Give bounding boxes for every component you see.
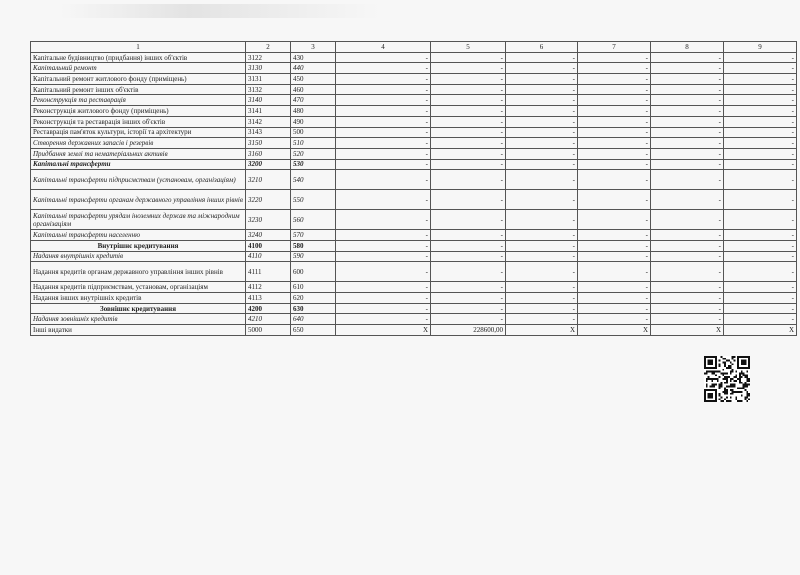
value-cell: - bbox=[506, 138, 578, 149]
row-line-code: 470 bbox=[291, 95, 336, 106]
row-line-code: 620 bbox=[291, 293, 336, 304]
value-cell: - bbox=[651, 251, 724, 262]
row-line-code: 550 bbox=[291, 190, 336, 210]
value-cell: - bbox=[578, 159, 651, 170]
value-cell: - bbox=[336, 303, 431, 314]
table-body bbox=[31, 42, 797, 336]
value-cell: - bbox=[431, 314, 506, 325]
value-cell: - bbox=[336, 314, 431, 325]
value-cell: - bbox=[651, 63, 724, 74]
value-cell: - bbox=[578, 84, 651, 95]
value-cell: - bbox=[578, 303, 651, 314]
table-row bbox=[31, 95, 797, 106]
qr-modules bbox=[704, 356, 750, 402]
table-row bbox=[31, 52, 797, 63]
value-cell: 228600,00 bbox=[431, 325, 506, 336]
value-cell: - bbox=[506, 262, 578, 282]
value-cell: - bbox=[336, 84, 431, 95]
row-code: 4113 bbox=[246, 293, 291, 304]
table-row bbox=[31, 251, 797, 262]
table-row bbox=[31, 138, 797, 149]
row-line-code: 500 bbox=[291, 127, 336, 138]
table-row bbox=[31, 106, 797, 117]
value-cell: - bbox=[431, 127, 506, 138]
header-cell: 9 bbox=[724, 42, 797, 53]
value-cell: X bbox=[578, 325, 651, 336]
table-row bbox=[31, 230, 797, 241]
row-line-code: 520 bbox=[291, 148, 336, 159]
value-cell: - bbox=[651, 159, 724, 170]
table-row bbox=[31, 240, 797, 251]
table-row bbox=[31, 210, 797, 230]
value-cell: - bbox=[578, 63, 651, 74]
row-code: 4112 bbox=[246, 282, 291, 293]
table-row bbox=[31, 325, 797, 336]
row-code: 3240 bbox=[246, 230, 291, 241]
row-name: Капітальні трансферти населенню bbox=[31, 230, 246, 241]
value-cell: - bbox=[578, 127, 651, 138]
row-name: Надання кредитів підприємствам, установам, організаціям bbox=[31, 282, 246, 293]
value-cell: - bbox=[578, 262, 651, 282]
value-cell: - bbox=[651, 210, 724, 230]
value-cell: - bbox=[431, 148, 506, 159]
value-cell: - bbox=[651, 282, 724, 293]
row-line-code: 460 bbox=[291, 84, 336, 95]
table-row bbox=[31, 190, 797, 210]
value-cell: - bbox=[651, 116, 724, 127]
header-cell: 2 bbox=[246, 42, 291, 53]
value-cell: - bbox=[336, 95, 431, 106]
value-cell: - bbox=[336, 190, 431, 210]
row-name: Капітальні трансферти bbox=[31, 159, 246, 170]
row-name: Капітальний ремонт bbox=[31, 63, 246, 74]
value-cell: - bbox=[651, 106, 724, 117]
row-line-code: 610 bbox=[291, 282, 336, 293]
value-cell: - bbox=[506, 159, 578, 170]
value-cell: - bbox=[431, 95, 506, 106]
value-cell: - bbox=[431, 230, 506, 241]
value-cell: - bbox=[651, 293, 724, 304]
row-name: Капітальний ремонт житлового фонду (приміщень) bbox=[31, 74, 246, 85]
value-cell: - bbox=[724, 84, 797, 95]
value-cell: - bbox=[431, 74, 506, 85]
row-name: Надання внутрішніх кредитів bbox=[31, 251, 246, 262]
row-line-code: 490 bbox=[291, 116, 336, 127]
row-name: Придбання землі та нематеріальних активів bbox=[31, 148, 246, 159]
value-cell: - bbox=[506, 314, 578, 325]
row-name: Реставрація пам'яток культури, історії та архітектури bbox=[31, 127, 246, 138]
value-cell: - bbox=[431, 262, 506, 282]
value-cell: - bbox=[336, 138, 431, 149]
value-cell: - bbox=[578, 240, 651, 251]
value-cell: - bbox=[431, 138, 506, 149]
row-line-code: 580 bbox=[291, 240, 336, 251]
row-code: 3220 bbox=[246, 190, 291, 210]
value-cell: - bbox=[578, 314, 651, 325]
row-code: 3150 bbox=[246, 138, 291, 149]
value-cell: - bbox=[336, 127, 431, 138]
table-row bbox=[31, 159, 797, 170]
header-cell: 7 bbox=[578, 42, 651, 53]
value-cell: - bbox=[724, 314, 797, 325]
value-cell: - bbox=[724, 293, 797, 304]
value-cell: - bbox=[336, 116, 431, 127]
value-cell: - bbox=[336, 230, 431, 241]
value-cell: - bbox=[651, 170, 724, 190]
row-line-code: 530 bbox=[291, 159, 336, 170]
value-cell: - bbox=[578, 95, 651, 106]
value-cell: - bbox=[336, 293, 431, 304]
value-cell: - bbox=[336, 52, 431, 63]
row-code: 4111 bbox=[246, 262, 291, 282]
row-name: Капітальний ремонт інших об'єктів bbox=[31, 84, 246, 95]
row-line-code: 600 bbox=[291, 262, 336, 282]
row-code: 3141 bbox=[246, 106, 291, 117]
value-cell: - bbox=[578, 251, 651, 262]
value-cell: X bbox=[724, 325, 797, 336]
qr-code-image bbox=[704, 356, 750, 402]
value-cell: - bbox=[431, 116, 506, 127]
row-code: 3132 bbox=[246, 84, 291, 95]
value-cell: - bbox=[431, 303, 506, 314]
row-line-code: 570 bbox=[291, 230, 336, 241]
value-cell: - bbox=[724, 116, 797, 127]
value-cell: - bbox=[431, 52, 506, 63]
table-row bbox=[31, 282, 797, 293]
value-cell: - bbox=[651, 262, 724, 282]
header-cell: 5 bbox=[431, 42, 506, 53]
row-line-code: 650 bbox=[291, 325, 336, 336]
header-cell: 3 bbox=[291, 42, 336, 53]
table-row bbox=[31, 314, 797, 325]
row-name: Внутрішнє кредитування bbox=[31, 240, 246, 251]
value-cell: - bbox=[578, 148, 651, 159]
row-line-code: 640 bbox=[291, 314, 336, 325]
value-cell: - bbox=[336, 106, 431, 117]
value-cell: - bbox=[651, 303, 724, 314]
row-name: Надання зовнішніх кредитів bbox=[31, 314, 246, 325]
value-cell: - bbox=[336, 63, 431, 74]
row-line-code: 450 bbox=[291, 74, 336, 85]
header-cell: 4 bbox=[336, 42, 431, 53]
value-cell: - bbox=[724, 148, 797, 159]
value-cell: X bbox=[651, 325, 724, 336]
table-row bbox=[31, 63, 797, 74]
value-cell: - bbox=[336, 159, 431, 170]
row-code: 3143 bbox=[246, 127, 291, 138]
row-code: 4210 bbox=[246, 314, 291, 325]
row-name: Інші видатки bbox=[31, 325, 246, 336]
value-cell: - bbox=[336, 74, 431, 85]
value-cell: - bbox=[651, 95, 724, 106]
value-cell: - bbox=[506, 106, 578, 117]
value-cell: - bbox=[431, 251, 506, 262]
header-row bbox=[31, 42, 797, 53]
table-row bbox=[31, 262, 797, 282]
row-name: Капітальні трансферти органам державного управління інших рівнів bbox=[31, 190, 246, 210]
value-cell: - bbox=[506, 74, 578, 85]
row-line-code: 440 bbox=[291, 63, 336, 74]
row-code: 3122 bbox=[246, 52, 291, 63]
row-line-code: 560 bbox=[291, 210, 336, 230]
value-cell: - bbox=[724, 52, 797, 63]
value-cell: - bbox=[578, 106, 651, 117]
value-cell: - bbox=[431, 170, 506, 190]
value-cell: - bbox=[724, 95, 797, 106]
value-cell: X bbox=[506, 325, 578, 336]
row-code: 4100 bbox=[246, 240, 291, 251]
value-cell: - bbox=[431, 159, 506, 170]
row-line-code: 590 bbox=[291, 251, 336, 262]
value-cell: - bbox=[724, 190, 797, 210]
value-cell: - bbox=[431, 84, 506, 95]
row-code: 3130 bbox=[246, 63, 291, 74]
row-line-code: 510 bbox=[291, 138, 336, 149]
scan-artifact bbox=[60, 4, 380, 18]
value-cell: - bbox=[431, 210, 506, 230]
row-code: 4200 bbox=[246, 303, 291, 314]
value-cell: - bbox=[724, 262, 797, 282]
row-code: 3210 bbox=[246, 170, 291, 190]
table-row bbox=[31, 170, 797, 190]
row-code: 5000 bbox=[246, 325, 291, 336]
header-cell: 8 bbox=[651, 42, 724, 53]
expenditure-table bbox=[30, 41, 797, 336]
value-cell: - bbox=[506, 52, 578, 63]
value-cell: - bbox=[724, 138, 797, 149]
value-cell: X bbox=[336, 325, 431, 336]
row-line-code: 480 bbox=[291, 106, 336, 117]
value-cell: - bbox=[578, 52, 651, 63]
value-cell: - bbox=[506, 84, 578, 95]
row-code: 3230 bbox=[246, 210, 291, 230]
value-cell: - bbox=[431, 190, 506, 210]
value-cell: - bbox=[431, 106, 506, 117]
value-cell: - bbox=[578, 138, 651, 149]
value-cell: - bbox=[724, 210, 797, 230]
value-cell: - bbox=[506, 240, 578, 251]
value-cell: - bbox=[506, 251, 578, 262]
value-cell: - bbox=[724, 63, 797, 74]
row-line-code: 430 bbox=[291, 52, 336, 63]
value-cell: - bbox=[506, 293, 578, 304]
value-cell: - bbox=[651, 148, 724, 159]
row-name: Капітальні трансферти урядам іноземних держав та міжнародним організаціям bbox=[31, 210, 246, 230]
table-row bbox=[31, 293, 797, 304]
table-row bbox=[31, 84, 797, 95]
row-line-code: 630 bbox=[291, 303, 336, 314]
row-code: 3142 bbox=[246, 116, 291, 127]
value-cell: - bbox=[506, 230, 578, 241]
value-cell: - bbox=[724, 159, 797, 170]
row-name: Реконструкція житлового фонду (приміщень) bbox=[31, 106, 246, 117]
header-cell: 1 bbox=[31, 42, 246, 53]
row-code: 3200 bbox=[246, 159, 291, 170]
value-cell: - bbox=[506, 303, 578, 314]
table-row bbox=[31, 303, 797, 314]
row-name: Капітальне будівництво (придбання) інших об'єктів bbox=[31, 52, 246, 63]
row-name: Надання інших внутрішніх кредитів bbox=[31, 293, 246, 304]
row-code: 4110 bbox=[246, 251, 291, 262]
value-cell: - bbox=[578, 293, 651, 304]
value-cell: - bbox=[431, 293, 506, 304]
value-cell: - bbox=[651, 52, 724, 63]
value-cell: - bbox=[506, 210, 578, 230]
value-cell: - bbox=[651, 74, 724, 85]
value-cell: - bbox=[724, 106, 797, 117]
value-cell: - bbox=[506, 170, 578, 190]
table-row bbox=[31, 74, 797, 85]
value-cell: - bbox=[336, 251, 431, 262]
value-cell: - bbox=[431, 63, 506, 74]
row-name: Зовнішнє кредитування bbox=[31, 303, 246, 314]
value-cell: - bbox=[336, 148, 431, 159]
value-cell: - bbox=[724, 251, 797, 262]
value-cell: - bbox=[651, 138, 724, 149]
value-cell: - bbox=[724, 303, 797, 314]
table-row bbox=[31, 148, 797, 159]
value-cell: - bbox=[724, 230, 797, 241]
value-cell: - bbox=[724, 240, 797, 251]
value-cell: - bbox=[431, 282, 506, 293]
value-cell: - bbox=[651, 84, 724, 95]
header-cell: 6 bbox=[506, 42, 578, 53]
row-code: 3140 bbox=[246, 95, 291, 106]
value-cell: - bbox=[578, 116, 651, 127]
row-code: 3131 bbox=[246, 74, 291, 85]
value-cell: - bbox=[578, 170, 651, 190]
value-cell: - bbox=[506, 190, 578, 210]
value-cell: - bbox=[336, 240, 431, 251]
value-cell: - bbox=[724, 170, 797, 190]
value-cell: - bbox=[506, 116, 578, 127]
value-cell: - bbox=[336, 210, 431, 230]
value-cell: - bbox=[506, 95, 578, 106]
value-cell: - bbox=[578, 190, 651, 210]
value-cell: - bbox=[724, 74, 797, 85]
value-cell: - bbox=[336, 170, 431, 190]
row-line-code: 540 bbox=[291, 170, 336, 190]
value-cell: - bbox=[578, 230, 651, 241]
value-cell: - bbox=[651, 314, 724, 325]
value-cell: - bbox=[578, 210, 651, 230]
value-cell: - bbox=[724, 282, 797, 293]
value-cell: - bbox=[651, 127, 724, 138]
value-cell: - bbox=[578, 282, 651, 293]
value-cell: - bbox=[336, 262, 431, 282]
value-cell: - bbox=[506, 127, 578, 138]
value-cell: - bbox=[651, 190, 724, 210]
value-cell: - bbox=[431, 240, 506, 251]
value-cell: - bbox=[336, 282, 431, 293]
value-cell: - bbox=[724, 127, 797, 138]
table-row bbox=[31, 127, 797, 138]
value-cell: - bbox=[506, 63, 578, 74]
row-name: Капітальні трансферти підприємствам (установам, організаціям) bbox=[31, 170, 246, 190]
row-name: Створення державних запасів і резервів bbox=[31, 138, 246, 149]
value-cell: - bbox=[651, 240, 724, 251]
row-code: 3160 bbox=[246, 148, 291, 159]
value-cell: - bbox=[506, 148, 578, 159]
row-name: Реконструкція та реставрація bbox=[31, 95, 246, 106]
value-cell: - bbox=[651, 230, 724, 241]
value-cell: - bbox=[578, 74, 651, 85]
row-name: Надання кредитів органам державного управління інших рівнів bbox=[31, 262, 246, 282]
value-cell: - bbox=[506, 282, 578, 293]
row-name: Реконструкція та реставрація інших об'єктів bbox=[31, 116, 246, 127]
table-row bbox=[31, 116, 797, 127]
